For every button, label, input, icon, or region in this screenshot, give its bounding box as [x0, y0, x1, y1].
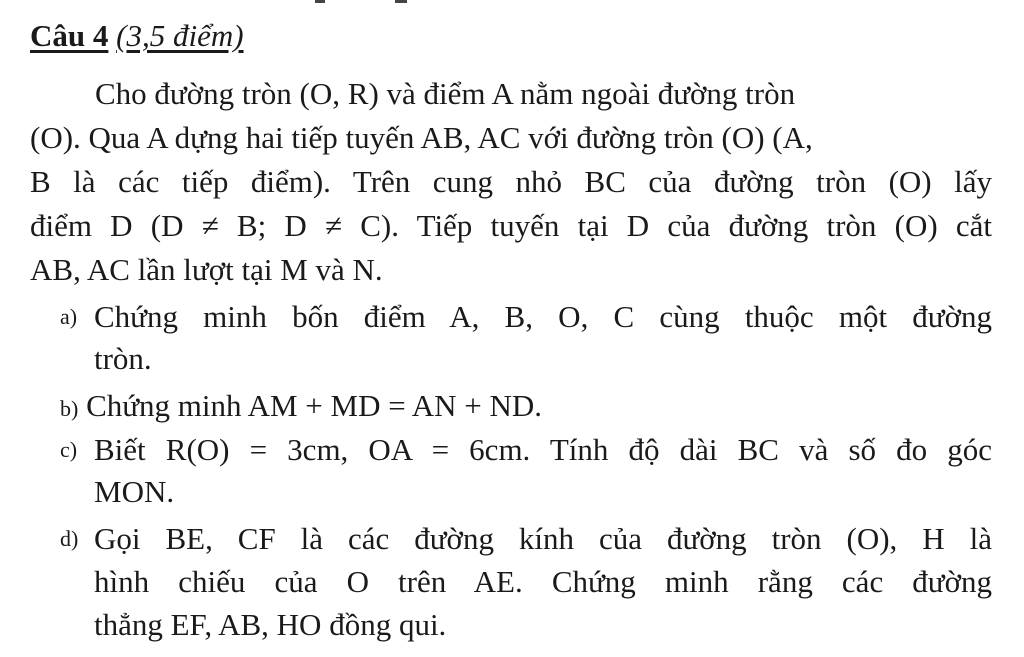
top-scan-marks: [300, 0, 420, 4]
part-a: [60, 295, 992, 339]
problem-line-1: [95, 72, 992, 116]
part-d-line-2: hình chiếu của O trên AE. Chứng minh rằng các đường: [94, 564, 992, 599]
problem-line-2: [30, 116, 992, 160]
part-c-line-1: Biết R(O) = 3cm, OA = 6cm. Tính độ dài BC và số đo góc: [94, 432, 992, 467]
part-c-marker: c): [60, 437, 78, 462]
part-d-cont-2: [94, 603, 446, 647]
question-label: Câu 4: [30, 18, 109, 53]
problem-line-5-text: AB, AC lần lượt tại M và N.: [30, 252, 383, 287]
problem-line-3-text: B là các tiếp điểm). Trên cung nhỏ BC của đường tròn (O) lấy: [30, 164, 992, 199]
question-heading: [30, 16, 244, 56]
part-b-line-1: Chứng minh AM + MD = AN + ND.: [86, 388, 543, 423]
problem-line-5: [30, 248, 383, 292]
part-d-cont-1: [94, 560, 992, 604]
part-d: [60, 517, 992, 561]
part-d-marker: d): [60, 526, 79, 551]
part-d-line-3: thẳng EF, AB, HO đồng qui.: [94, 607, 447, 642]
problem-line-3: [30, 160, 992, 204]
problem-line-1-text: Cho đường tròn (O, R) và điểm A nằm ngoài đường tròn: [95, 76, 796, 111]
part-a-line-1: Chứng minh bốn điểm A, B, O, C cùng thuộc một đường: [94, 299, 992, 334]
part-c: [60, 428, 992, 472]
part-b: [60, 384, 542, 431]
part-d-line-1: Gọi BE, CF là các đường kính của đường tròn (O), H là: [94, 521, 992, 556]
part-c-line-2: MON.: [94, 474, 175, 509]
part-a-cont: [94, 337, 152, 381]
question-points: (3,5 điểm): [116, 18, 244, 53]
part-a-marker: a): [60, 304, 78, 329]
problem-line-4: [30, 204, 992, 248]
part-c-cont: [94, 470, 174, 514]
part-b-marker: b): [60, 396, 79, 421]
part-a-line-2: tròn.: [94, 341, 152, 376]
problem-line-4-text: điểm D (D ≠ B; D ≠ C). Tiếp tuyến tại D của đường tròn (O) cắt: [30, 208, 992, 243]
problem-line-2-text: (O). Qua A dựng hai tiếp tuyến AB, AC với đường tròn (O) (A,: [30, 120, 813, 155]
